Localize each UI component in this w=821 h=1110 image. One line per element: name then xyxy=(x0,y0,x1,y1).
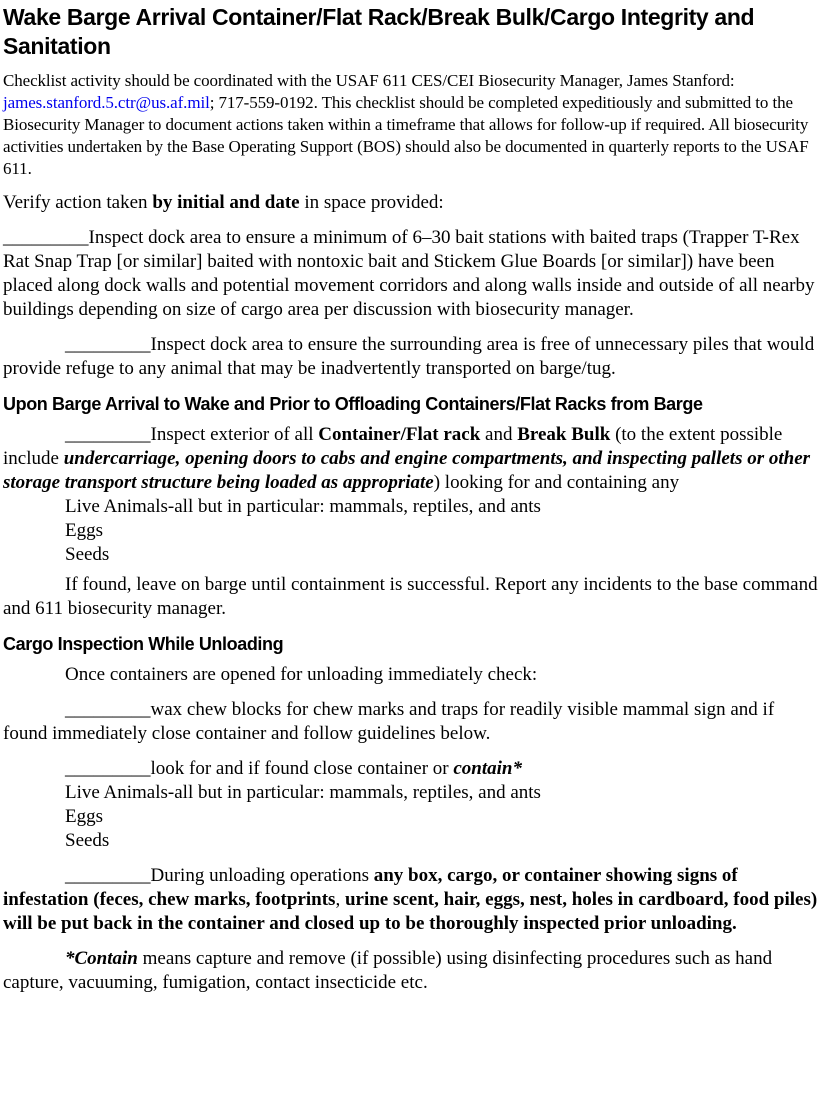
checklist-item-bait-stations xyxy=(3,226,818,322)
item-bold-italic-scope: undercarriage, opening doors to cabs and engine compartments, and inspecting pallets or other storage transport structure being loaded as appropriate xyxy=(3,448,811,493)
checklist-item-exterior-inspection xyxy=(3,423,818,495)
initial-date-blank[interactable]: _________ xyxy=(65,334,151,355)
contain-term: *Contain xyxy=(65,948,138,969)
item-bold-container: Container/Flat rack xyxy=(318,424,481,445)
initial-date-blank[interactable]: _________ xyxy=(65,865,151,886)
list-item: Seeds xyxy=(65,830,110,851)
item-bold-break-bulk: Break Bulk xyxy=(517,424,611,445)
checklist-item-during-unloading xyxy=(3,864,818,936)
item-text: Inspect exterior of all xyxy=(150,424,319,445)
containment-note: If found, leave on barge until containment is successful. Report any incidents to the base command and 611 biosecurity manager. xyxy=(3,574,818,619)
item-bold-italic-contain: contain* xyxy=(453,758,522,779)
item-text: During unloading operations xyxy=(150,865,374,886)
item-text: (to the extent possible include xyxy=(3,424,783,469)
verify-text-end: in space provided: xyxy=(299,192,444,213)
initial-date-blank[interactable]: _________ xyxy=(65,758,151,779)
section-heading-cargo-unloading: Cargo Inspection While Unloading xyxy=(3,634,284,654)
checklist-item-text: Inspect dock area to ensure the surrounding area is free of unnecessary piles that would provide refuge to any animal that may be inadvertently transported on barge/tug. xyxy=(3,334,815,379)
contain-definition-text: means capture and remove (if possible) using disinfecting procedures such as hand capture, vacuuming, fumigation, contact insecticide etc. xyxy=(3,948,773,993)
checklist-item-wax-blocks xyxy=(3,698,818,746)
document-page xyxy=(3,0,818,995)
unloading-lead: Once containers are opened for unloading immediately check: xyxy=(65,664,538,685)
item-text: and xyxy=(480,424,518,445)
list-item: Eggs xyxy=(65,806,103,827)
verify-instruction xyxy=(3,191,818,215)
checklist-item-refuge-piles xyxy=(3,333,818,381)
document-title: Wake Barge Arrival Container/Flat Rack/Break Bulk/Cargo Integrity and Sanitation xyxy=(3,4,755,59)
list-item: Live Animals-all but in particular: mammals, reptiles, and ants xyxy=(65,496,541,517)
contain-definition xyxy=(3,947,818,995)
intro-paragraph xyxy=(3,70,818,180)
initial-date-blank[interactable]: _________ xyxy=(65,699,151,720)
list-item: Live Animals-all but in particular: mammals, reptiles, and ants xyxy=(65,782,541,803)
item-bold-infestation-signs: any box, cargo, or container showing signs of infestation (feces, chew marks, footprints xyxy=(3,865,738,910)
intro-text-start: Checklist activity should be coordinated with the USAF 611 CES/CEI Biosecurity Manager, James Stanford: xyxy=(3,71,735,90)
checklist-item-text: Inspect dock area to ensure a minimum of 6–30 bait stations with baited traps (Trapper T-Rex Rat Snap Trap [or similar] baited with nontoxic bait and Stickem Glue Boards [or similar]) have been placed along dock walls and potential movement corridors and along walls inside and outside of all nearby buildings depending on size of cargo area per discussion with biosecurity manager. xyxy=(3,227,815,320)
checklist-item-text: wax chew blocks for chew marks and traps for readily visible mammal sign and if found immediately close container and follow guidelines below. xyxy=(3,699,775,744)
biosecurity-email-link[interactable]: james.stanford.5.ctr@us.af.mil xyxy=(3,93,210,112)
item-text: , xyxy=(335,889,341,910)
verify-emphasis: by initial and date xyxy=(152,192,300,213)
item-bold-infestation-action: urine scent, hair, eggs, nest, holes in cardboard, food piles) will be put back in the container and closed up to be thoroughly inspected prior unloading. xyxy=(3,889,818,934)
item-text: look for and if found close container or xyxy=(150,758,454,779)
list-item: Eggs xyxy=(65,520,103,541)
section-heading-barge-arrival: Upon Barge Arrival to Wake and Prior to Offloading Containers/Flat Racks from Barge xyxy=(3,394,703,414)
initial-date-blank[interactable]: _________ xyxy=(65,424,151,445)
verify-text-start: Verify action taken xyxy=(3,192,153,213)
initial-date-blank[interactable]: _________ xyxy=(3,227,89,248)
item-text: ) looking for and containing any xyxy=(433,472,680,493)
checklist-item-look-for xyxy=(3,757,818,781)
intro-text-end: ; 717-559-0192. This checklist should be completed expeditiously and submitted to the Biosecurity Manager to document actions taken within a timeframe that allows for follow-up if required. All biosecurity activities undertaken by the Base Operating Support (BOS) should also be documented in quarterly reports to the USAF 611. xyxy=(3,93,809,178)
list-item: Seeds xyxy=(65,544,110,565)
